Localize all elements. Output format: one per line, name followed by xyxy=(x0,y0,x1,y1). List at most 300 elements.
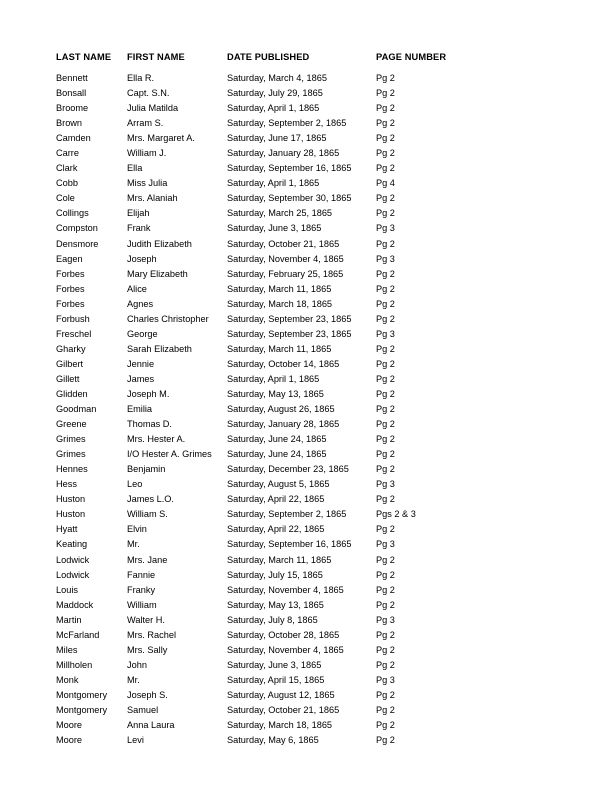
cell-date-published-text: Saturday, March 25, 1865 xyxy=(227,208,333,219)
table-row xyxy=(56,206,556,221)
cell-last-name-text: Bonsall xyxy=(56,88,87,99)
cell-last-name xyxy=(56,191,127,206)
cell-first-name-text: Joseph M. xyxy=(127,388,170,399)
cell-page-number xyxy=(376,101,556,116)
table-row xyxy=(56,477,556,492)
cell-page-number-text: Pg 2 xyxy=(376,464,395,475)
cell-date-published-text: Saturday, March 4, 1865 xyxy=(227,73,327,83)
cell-page-number xyxy=(376,282,556,297)
cell-first-name-text: Levi xyxy=(127,735,144,746)
table-row xyxy=(56,221,556,236)
table-row xyxy=(56,613,556,628)
cell-page-number xyxy=(376,402,556,417)
cell-first-name-text: Fannie xyxy=(127,569,156,580)
cell-first-name-text: Julia Matilda xyxy=(127,103,179,114)
cell-page-number xyxy=(376,237,556,252)
cell-first-name-text: Mrs. Hester A. xyxy=(127,434,186,445)
cell-last-name xyxy=(56,477,127,492)
cell-first-name-text: James L.O. xyxy=(127,494,174,505)
cell-page-number xyxy=(376,643,556,658)
cell-first-name xyxy=(127,462,227,477)
table-row xyxy=(56,86,556,101)
table-row xyxy=(56,312,556,327)
cell-date-published xyxy=(227,688,376,703)
cell-page-number xyxy=(376,312,556,327)
cell-first-name-text: Mrs. Jane xyxy=(127,554,168,565)
cell-date-published-text: Saturday, May 13, 1865 xyxy=(227,599,324,610)
cell-first-name-text: Mr. xyxy=(127,674,140,685)
cell-page-number-text: Pg 2 xyxy=(376,283,395,294)
table-row xyxy=(56,628,556,643)
cell-date-published xyxy=(227,191,376,206)
cell-date-published-text: Saturday, June 3, 1865 xyxy=(227,223,322,234)
cell-page-number-text: Pg 2 xyxy=(376,629,395,640)
cell-date-published-text: Saturday, June 17, 1865 xyxy=(227,133,327,144)
cell-date-published-text: Saturday, July 29, 1865 xyxy=(227,88,323,99)
cell-page-number xyxy=(376,342,556,357)
cell-first-name-text: Agnes xyxy=(127,298,154,309)
cell-page-number xyxy=(376,267,556,282)
cell-page-number-text: Pg 2 xyxy=(376,524,395,535)
cell-page-number-text: Pg 2 xyxy=(376,704,395,715)
cell-last-name xyxy=(56,417,127,432)
table-row xyxy=(56,191,556,206)
cell-first-name xyxy=(127,131,227,146)
cell-first-name-text: William xyxy=(127,599,157,610)
cell-page-number-text: Pg 2 xyxy=(376,208,395,219)
cell-last-name-text: Densmore xyxy=(56,238,99,249)
cell-date-published xyxy=(227,643,376,658)
cell-first-name-text: Sarah Elizabeth xyxy=(127,343,192,354)
cell-last-name-text: McFarland xyxy=(56,629,100,640)
cell-last-name xyxy=(56,492,127,507)
index-table-container xyxy=(56,52,556,748)
table-row xyxy=(56,237,556,252)
table-row xyxy=(56,252,556,267)
cell-last-name-text: Hyatt xyxy=(56,524,78,535)
cell-first-name xyxy=(127,312,227,327)
cell-last-name xyxy=(56,206,127,221)
cell-first-name-text: Emilia xyxy=(127,404,153,415)
cell-date-published-text: Saturday, September 23, 1865 xyxy=(227,328,352,339)
cell-page-number xyxy=(376,688,556,703)
cell-date-published-text: Saturday, January 28, 1865 xyxy=(227,419,340,430)
cell-last-name xyxy=(56,718,127,733)
column-header-first-name: FIRST NAME xyxy=(127,52,185,62)
cell-first-name-text: Walter H. xyxy=(127,614,165,625)
cell-date-published xyxy=(227,282,376,297)
cell-date-published-text: Saturday, May 6, 1865 xyxy=(227,735,319,746)
cell-first-name xyxy=(127,101,227,116)
cell-date-published xyxy=(227,327,376,342)
cell-date-published-text: Saturday, May 13, 1865 xyxy=(227,388,324,399)
cell-first-name xyxy=(127,116,227,131)
cell-page-number xyxy=(376,191,556,206)
cell-page-number xyxy=(376,252,556,267)
cell-last-name-text: Forbes xyxy=(56,283,85,294)
cell-last-name xyxy=(56,342,127,357)
cell-last-name-text: Gharky xyxy=(56,343,86,354)
cell-last-name-text: Forbes xyxy=(56,268,85,279)
table-row xyxy=(56,583,556,598)
cell-last-name xyxy=(56,402,127,417)
cell-page-number-text: Pg 2 xyxy=(376,434,395,445)
column-header-page-number: PAGE NUMBER xyxy=(376,52,447,62)
cell-last-name-text: Maddock xyxy=(56,599,94,610)
cell-first-name-text: William J. xyxy=(127,148,167,159)
cell-last-name xyxy=(56,628,127,643)
cell-page-number-text: Pg 3 xyxy=(376,223,395,234)
cell-date-published-text: Saturday, March 11, 1865 xyxy=(227,343,332,354)
cell-page-number xyxy=(376,327,556,342)
cell-page-number-text: Pg 2 xyxy=(376,659,395,670)
cell-date-published-text: Saturday, January 28, 1865 xyxy=(227,148,340,159)
cell-page-number xyxy=(376,71,556,86)
cell-first-name xyxy=(127,583,227,598)
cell-last-name xyxy=(56,522,127,537)
cell-first-name xyxy=(127,252,227,267)
cell-first-name-text: George xyxy=(127,328,158,339)
cell-last-name-text: Keating xyxy=(56,539,88,550)
cell-page-number xyxy=(376,116,556,131)
cell-date-published xyxy=(227,718,376,733)
cell-date-published-text: Saturday, March 18, 1865 xyxy=(227,720,333,731)
cell-first-name xyxy=(127,447,227,462)
cell-date-published-text: Saturday, August 5, 1865 xyxy=(227,479,330,490)
cell-last-name-text: Forbes xyxy=(56,298,85,309)
cell-last-name xyxy=(56,221,127,236)
cell-last-name xyxy=(56,357,127,372)
cell-page-number-text: Pg 3 xyxy=(376,614,395,625)
cell-last-name-text: Broome xyxy=(56,103,89,114)
cell-page-number xyxy=(376,598,556,613)
cell-first-name xyxy=(127,643,227,658)
cell-first-name xyxy=(127,71,227,86)
cell-first-name xyxy=(127,718,227,733)
table-row xyxy=(56,342,556,357)
cell-first-name-text: Capt. S.N. xyxy=(127,88,170,99)
table-row xyxy=(56,568,556,583)
cell-first-name xyxy=(127,673,227,688)
cell-first-name-text: Thomas D. xyxy=(127,419,172,430)
cell-page-number-text: Pg 2 xyxy=(376,298,395,309)
cell-page-number xyxy=(376,673,556,688)
cell-date-published-text: Saturday, February 25, 1865 xyxy=(227,268,344,279)
cell-last-name xyxy=(56,507,127,522)
cell-last-name-text: Compston xyxy=(56,223,98,234)
cell-page-number-text: Pg 2 xyxy=(376,599,395,610)
cell-date-published-text: Saturday, November 4, 1865 xyxy=(227,584,344,595)
cell-date-published xyxy=(227,628,376,643)
cell-first-name-text: Alice xyxy=(127,283,147,294)
cell-first-name-text: Mary Elizabeth xyxy=(127,268,188,279)
cell-last-name-text: Moore xyxy=(56,720,83,731)
cell-first-name-text: John xyxy=(127,659,147,670)
cell-page-number xyxy=(376,86,556,101)
cell-last-name-text: Huston xyxy=(56,494,86,505)
cell-first-name xyxy=(127,613,227,628)
cell-first-name xyxy=(127,477,227,492)
cell-last-name xyxy=(56,71,127,86)
cell-date-published xyxy=(227,492,376,507)
cell-first-name-text: Franky xyxy=(127,584,156,595)
cell-last-name xyxy=(56,131,127,146)
cell-last-name-text: Miles xyxy=(56,644,78,655)
table-row xyxy=(56,703,556,718)
cell-page-number xyxy=(376,537,556,552)
cell-page-number xyxy=(376,131,556,146)
cell-page-number-text: Pg 2 xyxy=(376,73,395,83)
cell-date-published xyxy=(227,252,376,267)
table-row xyxy=(56,688,556,703)
cell-page-number-text: Pg 2 xyxy=(376,133,395,144)
cell-first-name xyxy=(127,297,227,312)
cell-page-number xyxy=(376,387,556,402)
cell-date-published xyxy=(227,658,376,673)
cell-last-name xyxy=(56,447,127,462)
table-row xyxy=(56,553,556,568)
cell-page-number xyxy=(376,462,556,477)
cell-date-published-text: Saturday, October 14, 1865 xyxy=(227,358,340,369)
cell-first-name xyxy=(127,387,227,402)
cell-last-name xyxy=(56,327,127,342)
cell-last-name xyxy=(56,297,127,312)
cell-date-published xyxy=(227,267,376,282)
cell-page-number-text: Pg 2 xyxy=(376,88,395,99)
cell-date-published xyxy=(227,598,376,613)
cell-last-name-text: Martin xyxy=(56,614,82,625)
cell-first-name xyxy=(127,417,227,432)
cell-date-published-text: Saturday, September 16, 1865 xyxy=(227,163,352,174)
cell-date-published xyxy=(227,101,376,116)
cell-page-number-text: Pgs 2 & 3 xyxy=(376,509,416,520)
table-row xyxy=(56,417,556,432)
cell-page-number-text: Pg 2 xyxy=(376,644,395,655)
table-row xyxy=(56,282,556,297)
cell-last-name xyxy=(56,643,127,658)
cell-last-name-text: Hess xyxy=(56,479,77,490)
table-row xyxy=(56,267,556,282)
table-row xyxy=(56,718,556,733)
cell-page-number xyxy=(376,718,556,733)
cell-first-name xyxy=(127,327,227,342)
cell-last-name xyxy=(56,237,127,252)
table-row xyxy=(56,387,556,402)
cell-last-name-text: Grimes xyxy=(56,434,86,445)
cell-first-name-text: Leo xyxy=(127,479,143,490)
cell-date-published xyxy=(227,221,376,236)
cell-last-name-text: Glidden xyxy=(56,388,88,399)
cell-page-number xyxy=(376,221,556,236)
cell-page-number xyxy=(376,161,556,176)
cell-date-published xyxy=(227,146,376,161)
cell-page-number xyxy=(376,357,556,372)
table-row xyxy=(56,327,556,342)
cell-last-name xyxy=(56,658,127,673)
cell-first-name-text: Joseph S. xyxy=(127,689,168,700)
cell-page-number-text: Pg 2 xyxy=(376,358,395,369)
cell-page-number-text: Pg 2 xyxy=(376,238,395,249)
cell-date-published-text: Saturday, April 1, 1865 xyxy=(227,373,320,384)
cell-last-name xyxy=(56,101,127,116)
cell-page-number xyxy=(376,507,556,522)
cell-page-number-text: Pg 2 xyxy=(376,103,395,114)
cell-date-published-text: Saturday, April 22, 1865 xyxy=(227,524,325,535)
cell-page-number xyxy=(376,477,556,492)
cell-last-name-text: Grimes xyxy=(56,449,86,460)
cell-first-name xyxy=(127,146,227,161)
cell-last-name-text: Goodman xyxy=(56,404,97,415)
cell-date-published xyxy=(227,522,376,537)
cell-last-name xyxy=(56,387,127,402)
cell-first-name-text: Joseph xyxy=(127,253,157,264)
cell-date-published xyxy=(227,372,376,387)
cell-date-published xyxy=(227,568,376,583)
cell-page-number xyxy=(376,553,556,568)
cell-first-name xyxy=(127,267,227,282)
cell-first-name-text: Judith Elizabeth xyxy=(127,238,192,249)
cell-date-published-text: Saturday, September 16, 1865 xyxy=(227,539,352,550)
table-row xyxy=(56,507,556,522)
cell-first-name xyxy=(127,86,227,101)
table-row xyxy=(56,146,556,161)
table-row xyxy=(56,658,556,673)
cell-last-name xyxy=(56,688,127,703)
cell-date-published-text: Saturday, September 2, 1865 xyxy=(227,118,347,129)
cell-last-name xyxy=(56,86,127,101)
cell-last-name xyxy=(56,553,127,568)
table-row xyxy=(56,522,556,537)
cell-date-published-text: Saturday, April 15, 1865 xyxy=(227,674,325,685)
table-row xyxy=(56,462,556,477)
cell-page-number-text: Pg 2 xyxy=(376,735,395,746)
cell-last-name-text: Cole xyxy=(56,193,75,204)
cell-page-number xyxy=(376,176,556,191)
cell-first-name-text: Charles Christopher xyxy=(127,313,209,324)
table-row xyxy=(56,598,556,613)
obituary-index-table xyxy=(56,52,556,748)
cell-last-name xyxy=(56,432,127,447)
table-header-row xyxy=(56,52,556,71)
table-body xyxy=(56,71,556,748)
cell-last-name-text: Carre xyxy=(56,148,79,159)
cell-first-name-text: James xyxy=(127,373,155,384)
cell-last-name xyxy=(56,116,127,131)
cell-date-published-text: Saturday, November 4, 1865 xyxy=(227,253,344,264)
cell-date-published xyxy=(227,297,376,312)
cell-date-published xyxy=(227,613,376,628)
table-row xyxy=(56,176,556,191)
cell-last-name-text: Montgomery xyxy=(56,689,108,700)
table-row xyxy=(56,71,556,86)
cell-first-name xyxy=(127,507,227,522)
cell-last-name xyxy=(56,598,127,613)
cell-first-name xyxy=(127,598,227,613)
cell-date-published-text: Saturday, September 30, 1865 xyxy=(227,193,352,204)
table-row xyxy=(56,537,556,552)
cell-last-name xyxy=(56,583,127,598)
cell-last-name-text: Louis xyxy=(56,584,78,595)
cell-first-name-text: Ella R. xyxy=(127,73,155,83)
column-header-last-name: LAST NAME xyxy=(56,52,112,62)
cell-page-number-text: Pg 3 xyxy=(376,253,395,264)
cell-page-number-text: Pg 2 xyxy=(376,163,395,174)
cell-date-published-text: Saturday, March 18, 1865 xyxy=(227,298,333,309)
cell-first-name xyxy=(127,357,227,372)
cell-first-name-text: Ella xyxy=(127,163,143,174)
cell-last-name xyxy=(56,282,127,297)
cell-first-name xyxy=(127,537,227,552)
table-row xyxy=(56,673,556,688)
cell-date-published xyxy=(227,477,376,492)
cell-date-published xyxy=(227,206,376,221)
cell-page-number xyxy=(376,417,556,432)
cell-page-number xyxy=(376,297,556,312)
cell-first-name xyxy=(127,191,227,206)
cell-first-name xyxy=(127,553,227,568)
cell-page-number xyxy=(376,492,556,507)
cell-page-number xyxy=(376,206,556,221)
cell-first-name xyxy=(127,688,227,703)
cell-last-name-text: Greene xyxy=(56,419,87,430)
cell-last-name xyxy=(56,312,127,327)
cell-first-name xyxy=(127,237,227,252)
cell-date-published-text: Saturday, November 4, 1865 xyxy=(227,644,344,655)
cell-last-name xyxy=(56,537,127,552)
table-row xyxy=(56,733,556,748)
cell-last-name xyxy=(56,673,127,688)
cell-date-published xyxy=(227,733,376,748)
cell-date-published xyxy=(227,703,376,718)
cell-page-number xyxy=(376,658,556,673)
cell-date-published-text: Saturday, April 1, 1865 xyxy=(227,178,320,189)
cell-first-name-text: Elijah xyxy=(127,208,150,219)
cell-last-name-text: Brown xyxy=(56,118,83,129)
cell-date-published xyxy=(227,673,376,688)
cell-page-number-text: Pg 2 xyxy=(376,148,395,159)
cell-page-number-text: Pg 3 xyxy=(376,328,395,339)
cell-last-name xyxy=(56,252,127,267)
cell-last-name xyxy=(56,146,127,161)
cell-page-number xyxy=(376,628,556,643)
cell-page-number-text: Pg 2 xyxy=(376,404,395,415)
cell-date-published-text: Saturday, April 1, 1865 xyxy=(227,103,320,114)
cell-last-name xyxy=(56,568,127,583)
cell-first-name-text: Mrs. Sally xyxy=(127,644,168,655)
cell-page-number xyxy=(376,146,556,161)
cell-page-number xyxy=(376,522,556,537)
cell-page-number xyxy=(376,613,556,628)
cell-date-published xyxy=(227,131,376,146)
cell-first-name-text: Mrs. Margaret A. xyxy=(127,133,195,144)
cell-last-name-text: Camden xyxy=(56,133,91,144)
cell-last-name xyxy=(56,267,127,282)
table-row xyxy=(56,447,556,462)
cell-date-published-text: Saturday, July 8, 1865 xyxy=(227,614,318,625)
table-row xyxy=(56,643,556,658)
cell-last-name-text: Gillett xyxy=(56,373,80,384)
cell-last-name-text: Moore xyxy=(56,735,83,746)
cell-last-name-text: Lodwick xyxy=(56,569,90,580)
cell-first-name xyxy=(127,492,227,507)
cell-page-number xyxy=(376,447,556,462)
table-row xyxy=(56,101,556,116)
table-row xyxy=(56,357,556,372)
table-row xyxy=(56,116,556,131)
cell-first-name xyxy=(127,206,227,221)
cell-page-number-text: Pg 2 xyxy=(376,569,395,580)
cell-first-name xyxy=(127,402,227,417)
